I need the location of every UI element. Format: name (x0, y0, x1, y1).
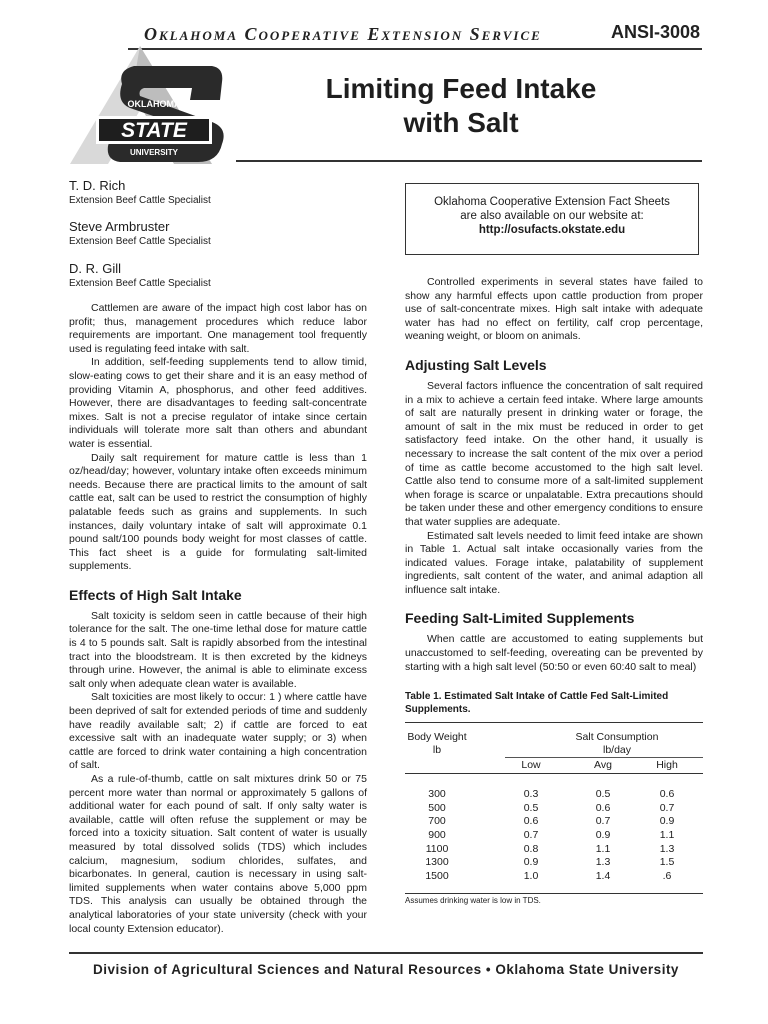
header-text: Salt Consumption (575, 731, 659, 744)
footer-rule (69, 952, 703, 954)
table-cell: 1300 (425, 856, 449, 869)
table-row (405, 815, 703, 829)
paragraph: As a rule-of-thumb, cattle on salt mixtures drink 50 or 75 percent more water than normal or approximately 5 gallons of additional water for each pound of salt. If only salty water is available, cattle will often refuse the supplement or may be forced into a toxicity situation. Salt content of water is usually measured by total dissolved solids (TDS) which includes calcium, magnesium, sodium chlorides, sulfates, and bicarbonates. In general, caution is necessary in using salt-limited supplements when water contains above 5,000 ppm TDS. This analysis can usually be obtained through the analytical laboratories of your state university (check with your local county Extension educator). (69, 773, 367, 935)
table-cell: .6 (662, 869, 672, 882)
table-header-rule (405, 773, 703, 774)
table-row (405, 870, 703, 884)
author-2 (69, 219, 369, 248)
table-cell: 0.9 (595, 829, 611, 842)
table-cell: 1.1 (595, 842, 611, 855)
publication-number: ANSI-3008 (610, 22, 700, 42)
paragraph: Salt toxicity is seldom seen in cattle because of their high tolerance for the salt. The one-time lethal dose for mature cattle is 4 to 5 pounds salt. Salt is rapidly absorbed from the intestinal tract into the bloodstream. It is then excreted by the kidneys through urine. However, the animal is able to eliminate excess salt only when adequate clean water is available. (69, 609, 367, 690)
paragraph: In addition, self-feeding supplements tend to allow timid, slow-eating cows to get their share and it is an easy method of providing Vitamin A, phosphorus, and other feed additives. However, there are disadvantages to feeding salt-concentrate mixes. Salt is not a precise regulator of intake since certain individuals will tolerate more salt than others and abundant water is essential. (69, 356, 367, 450)
table-cell: 1.0 (523, 869, 539, 882)
table-cell: 1500 (425, 869, 449, 882)
author-name: D. R. Gill (69, 261, 121, 276)
table-row (405, 802, 703, 816)
author-1 (69, 178, 369, 207)
table-cell: 0.3 (523, 788, 539, 801)
header-unit: lb/day (602, 744, 632, 757)
table-cell: 1.4 (595, 869, 611, 882)
header-text: Body Weight (407, 731, 467, 744)
table-cell: 700 (428, 815, 446, 828)
table-cell: 0.9 (523, 856, 539, 869)
table-cell: 0.6 (595, 801, 611, 814)
logo-text-university: UNIVERSITY (129, 148, 179, 157)
left-column (69, 302, 367, 936)
author-name: T. D. Rich (69, 178, 126, 193)
table-cell: 300 (428, 788, 446, 801)
paragraph: When cattle are accustomed to eating supplements but unaccustomed to self-feeding, overeating can be prevented by starting with a high salt level (50:50 or even 60:40 salt to meal) (405, 633, 703, 673)
table-cell: 1.5 (659, 856, 675, 869)
author-role: Extension Beef Cattle Specialist (69, 236, 211, 247)
paragraph: Salt toxicities are most likely to occur: 1 ) where cattle have been deprived of salt for extended periods of time and suddenly have readily available salt; 2) if cattle are forced to eat excessive salt with an inadequate water supply; or 3) when cattle are forced to drink water containing a high concentration of salt. (69, 691, 367, 772)
col-header-salt-consumption (531, 731, 703, 757)
table-cell: 1100 (425, 842, 449, 855)
author-role: Extension Beef Cattle Specialist (69, 278, 211, 289)
table-row (405, 856, 703, 870)
table-cell: 0.6 (523, 815, 539, 828)
author-role: Extension Beef Cattle Specialist (69, 195, 211, 206)
title-rule (236, 160, 702, 162)
col-header-low: Low (521, 759, 541, 772)
table-cell: 0.9 (659, 815, 675, 828)
fact-box-line-1: Oklahoma Cooperative Extension Fact Sheets (434, 196, 670, 208)
table-row (405, 788, 703, 802)
author-name: Steve Armbruster (69, 219, 170, 234)
paragraph: Cattlemen are aware of the impact high cost labor has on profit; thus, management procedures which reduce labor requirements are important. One management tool frequently used is regulating feed intake with salt. (69, 302, 367, 355)
table-footnote: Assumes drinking water is low in TDS. (405, 896, 541, 906)
table-cell: 0.7 (523, 829, 539, 842)
col-header-body-weight (405, 731, 469, 757)
paragraph: Controlled experiments in several states have failed to show any harmful effects upon cattle production from proper use of salt-concentrate mixes. High salt intake with adequate water has had no effect on fertility, calf crop percentage, weaning weight, or bloom on animals. (405, 276, 703, 343)
col-header-high: High (656, 759, 678, 772)
paragraph: Several factors influence the concentration of salt required in a mix to achieve a certain feed intake. Where large amounts of salt are naturally present in drinking water or forage, the amount of salt in the mix must be reduced in order to get satisfactory feed intake. On the other hand, it usually is necessary to increase the salt content of the mix over a period of time as cattle become accustomed to the high salt level. Cattle also tend to consume more of a salt-limited supplement when forage is scarce or unpalatable. Extra precautions should be taken under these and other emergency conditions to ensure that water supplies are adequate. (405, 379, 703, 528)
title-line-1: Limiting Feed Intake (325, 73, 597, 104)
table-cell: 0.7 (659, 801, 675, 814)
heading-adjusting-salt-levels: Adjusting Salt Levels (405, 356, 547, 373)
table-bottom-rule (405, 893, 703, 894)
osu-logo (62, 40, 232, 170)
table-cell: 500 (428, 801, 446, 814)
title-line-2: with Salt (403, 107, 519, 138)
fact-sheet-box (405, 183, 699, 255)
table-cell: 0.8 (523, 842, 539, 855)
paragraph: Estimated salt levels needed to limit feed intake are shown in Table 1. Actual salt intake occasionally varies from the indicated values. Forage intake, palatability of supplement ingredients, salt content of the water, and animal adaption all influence salt intake. (405, 529, 703, 596)
table-cell: 1.3 (659, 842, 675, 855)
page-title (296, 72, 626, 140)
header-span-rule (505, 757, 703, 758)
author-3 (69, 261, 369, 290)
logo-text-state: STATE (121, 119, 187, 142)
fact-box-line-2: are also available on our website at: (460, 210, 644, 222)
table-cell: 0.6 (659, 788, 675, 801)
table-cell: 0.7 (595, 815, 611, 828)
logo-text-oklahoma: OKLAHOMA (127, 99, 181, 109)
table-row (405, 829, 703, 843)
table-cell: 0.5 (523, 801, 539, 814)
table-body (405, 788, 703, 883)
header-unit: lb (432, 744, 442, 757)
table-header (405, 723, 703, 771)
table-caption: Table 1. Estimated Salt Intake of Cattle Fed Salt-Limited Supplements. (405, 691, 669, 716)
col-header-avg: Avg (594, 759, 612, 772)
heading-feeding-salt-limited-supplements: Feeding Salt-Limited Supplements (405, 610, 635, 627)
heading-effects-of-high-salt-intake: Effects of High Salt Intake (69, 586, 242, 603)
table-cell: 900 (428, 829, 446, 842)
footer: Division of Agricultural Sciences and Natural Resources • Oklahoma State University (93, 962, 679, 977)
right-column (405, 276, 703, 906)
table-cell: 0.5 (595, 788, 611, 801)
service-name: Oklahoma Cooperative Extension Service (144, 24, 542, 44)
table-row (405, 843, 703, 857)
paragraph: Daily salt requirement for mature cattle is less than 1 oz/head/day; however, voluntary intake often exceeds minimum needs. Because there are practical limits to the amount of salt cattle eat, salt can be used to restrict the consumption of highly palatable feeds such as grains and supplements. In such instances, daily voluntary intake of salt will approximate 0.1 pound salt/100 pounds body weight for most classes of cattle. This fact sheet is a guide for formulating salt-limited supplements. (69, 451, 367, 573)
table-cell: 1.3 (595, 856, 611, 869)
website-link[interactable]: http://osufacts.okstate.edu (478, 224, 626, 236)
table-cell: 1.1 (659, 829, 675, 842)
